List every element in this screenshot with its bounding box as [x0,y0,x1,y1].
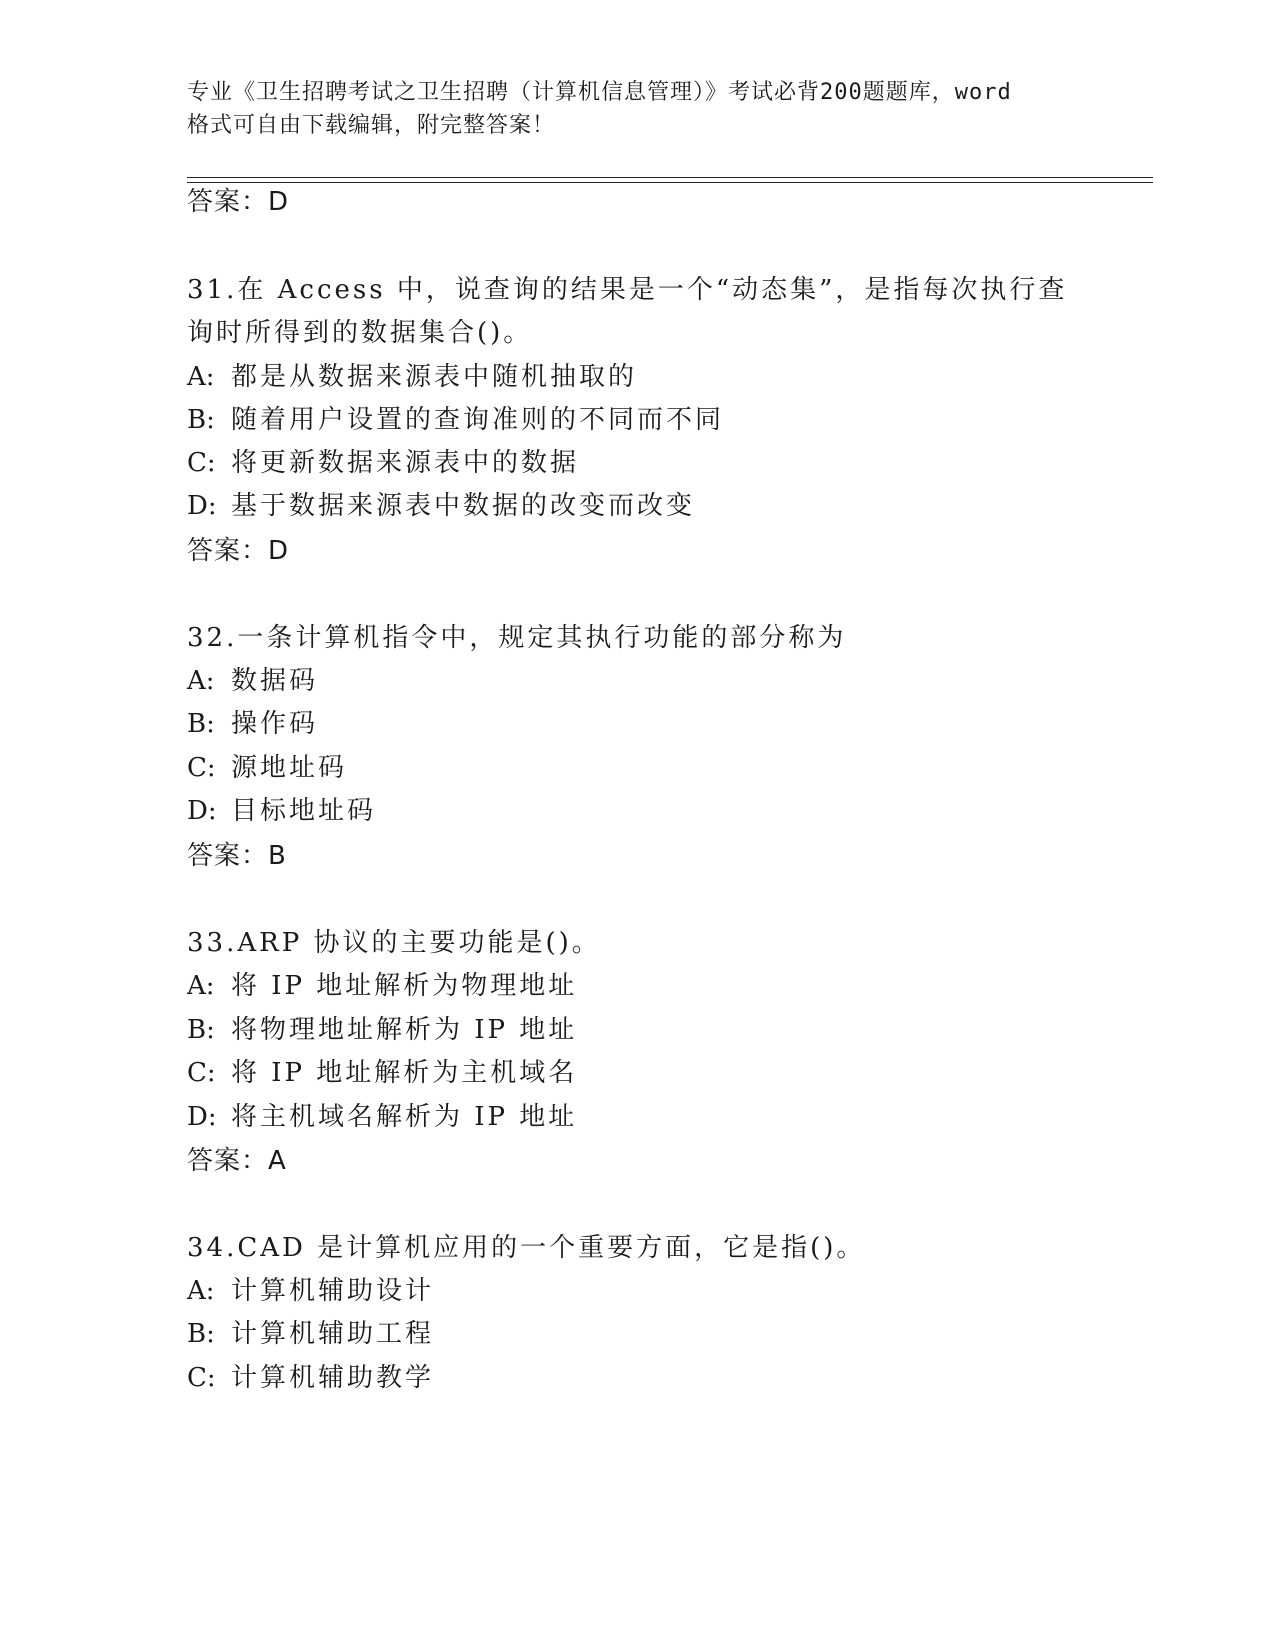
question-33-option-c [187,1057,577,1089]
option-text: 将 IP 地址解析为物理地址 [231,971,578,1001]
option-letter: C: [187,448,216,478]
option-text: 将 IP 地址解析为主机域名 [231,1058,578,1088]
header-line-1: 专业《卫生招聘考试之卫生招聘（计算机信息管理）》考试必背200题题库，word [187,80,1012,105]
option-text: 源地址码 [231,753,348,783]
option-text: 操作码 [231,709,319,739]
option-letter: D: [187,491,217,521]
option-text: 计算机辅助工程 [231,1319,435,1349]
question-32-option-a [187,665,318,697]
option-letter: B: [187,1319,215,1349]
document-header [187,76,1087,142]
option-text: 将物理地址解析为 IP 地址 [231,1015,578,1045]
question-31-option-a [187,361,637,393]
option-letter: B: [187,405,215,435]
question-32-option-b [187,708,318,740]
question-32-answer: 答案：B [187,841,287,871]
header-rule-top [187,177,1153,178]
option-letter: B: [187,709,215,739]
option-letter: C: [187,1363,216,1393]
option-letter: D: [187,1102,217,1132]
question-31-answer: 答案：D [187,536,290,566]
question-31-stem-line-2: 询时所得到的数据集合()。 [187,318,533,348]
option-letter: C: [187,753,216,783]
option-letter: D: [187,796,217,826]
header-rule-bottom [187,182,1153,183]
option-letter: A: [187,1276,215,1306]
option-text: 都是从数据来源表中随机抽取的 [231,362,638,392]
question-33-option-b [187,1014,577,1046]
question-34-stem: 34.CAD 是计算机应用的一个重要方面，它是指()。 [187,1233,866,1263]
question-33-stem: 33.ARP 协议的主要功能是()。 [187,928,601,958]
option-text: 目标地址码 [231,796,377,826]
question-31-option-d [187,490,695,522]
question-33-option-d [187,1101,577,1133]
question-32-stem: 32.一条计算机指令中，规定其执行功能的部分称为 [187,623,847,653]
option-text: 数据码 [231,666,319,696]
option-letter: A: [187,362,215,392]
option-text: 将更新数据来源表中的数据 [231,448,580,478]
question-31-option-b [187,404,724,436]
option-text: 计算机辅助教学 [231,1363,435,1393]
question-34-option-b [187,1318,434,1350]
question-31-stem-line-1: 31.在 Access 中，说查询的结果是一个“动态集”，是指每次执行查 [187,275,1068,305]
option-letter: A: [187,666,215,696]
option-letter: A: [187,971,215,1001]
question-34-option-c [187,1362,434,1394]
option-text: 计算机辅助设计 [231,1276,435,1306]
header-line-2: 格式可自由下载编辑，附完整答案！ [187,113,556,138]
option-text: 随着用户设置的查询准则的不同而不同 [231,405,725,435]
previous-answer: 答案：D [187,187,290,217]
question-31-option-c [187,447,579,479]
option-text: 将主机域名解析为 IP 地址 [231,1102,578,1132]
question-32-option-d [187,795,376,827]
option-letter: B: [187,1015,215,1045]
question-33-option-a [187,970,577,1002]
question-34-option-a [187,1275,434,1307]
option-letter: C: [187,1058,216,1088]
question-32-option-c [187,752,347,784]
question-33-answer: 答案：A [187,1146,287,1176]
option-text: 基于数据来源表中数据的改变而改变 [231,491,696,521]
